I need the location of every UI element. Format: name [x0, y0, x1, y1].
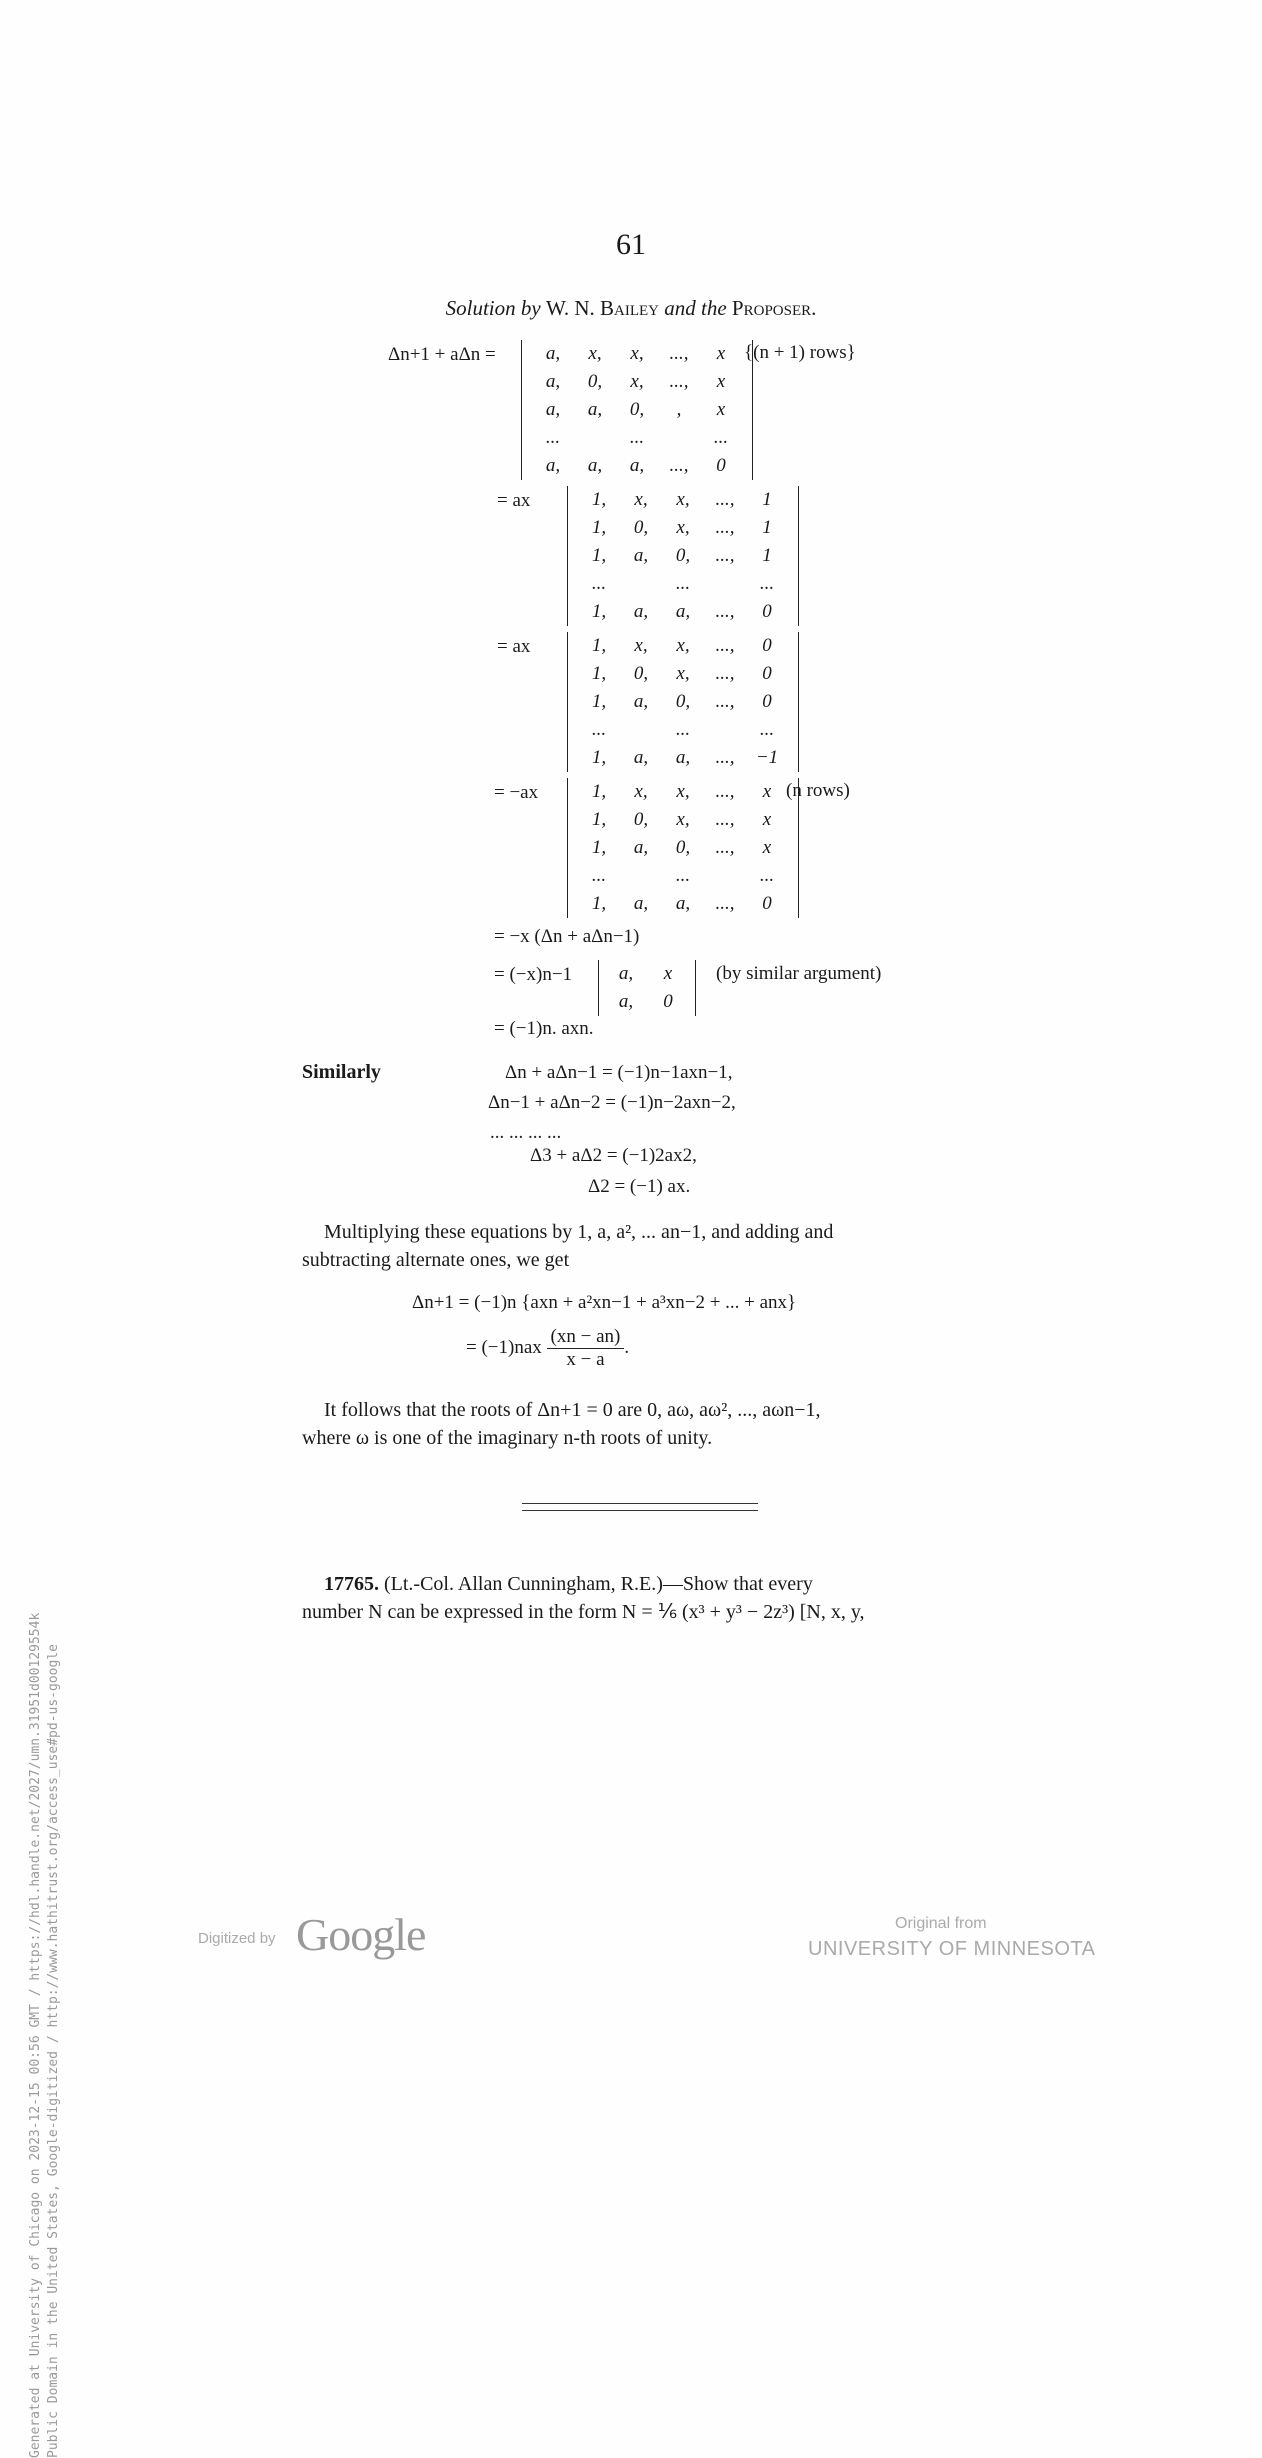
matrix-cell: 0, — [675, 545, 691, 566]
eq3-determinant — [567, 632, 799, 772]
matrix-cell: a, — [675, 601, 691, 622]
matrix-cell — [620, 862, 662, 890]
title-author: W. N. Bailey — [545, 296, 660, 320]
matrix-cell: ..., — [715, 893, 735, 914]
matrix-cell: a, — [545, 343, 561, 364]
matrix-cell: 0 — [762, 893, 772, 914]
matrix-cell: a, — [618, 991, 634, 1012]
eq2-lhs: = ax — [497, 490, 531, 511]
side-stamp-line1: Generated at University of Chicago on 2023-12-15 00:56 GMT / https://hdl.handle.net/2027/umn.31951d00129554k — [28, 1612, 43, 2458]
matrix-cell: x, — [634, 489, 648, 510]
matrix-cell: x, — [634, 635, 648, 656]
matrix-cell: a, — [675, 893, 691, 914]
matrix-cell: a, — [545, 371, 561, 392]
similarly-line-5: Δ2 = (−1) ax. — [588, 1176, 691, 1197]
matrix-cell: 0, — [675, 837, 691, 858]
matrix-cell: 1, — [591, 837, 607, 858]
matrix-cell: ... — [713, 427, 729, 448]
matrix-cell — [704, 570, 746, 598]
matrix-cell: ..., — [715, 809, 735, 830]
matrix-cell: ..., — [715, 747, 735, 768]
matrix-cell: x, — [676, 635, 690, 656]
matrix-cell: 0, — [633, 517, 649, 538]
matrix-cell: a, — [629, 455, 645, 476]
matrix-cell: a, — [633, 545, 649, 566]
eq1-note: {(n + 1) rows} — [744, 342, 856, 363]
matrix-cell: x — [762, 781, 772, 802]
para2-line1: It follows that the roots of Δn+1 = 0 are 0, aω, aω², ..., aωn−1, — [324, 1399, 821, 1421]
matrix-cell: 1 — [762, 489, 772, 510]
matrix-cell: 1, — [591, 663, 607, 684]
title-italic-2: and the — [664, 296, 727, 320]
matrix-cell: ..., — [715, 517, 735, 538]
side-stamp-line2: Public Domain in the United States, Google-digitized / http://www.hathitrust.org/access_use#pd-us-google — [46, 1644, 61, 2458]
eq3-matrix — [578, 632, 788, 772]
matrix-row — [578, 598, 788, 626]
matrix-cell: a, — [587, 399, 603, 420]
matrix-row — [578, 862, 788, 890]
matrix-cell — [704, 716, 746, 744]
matrix-row — [578, 542, 788, 570]
solution-heading — [0, 296, 1262, 321]
matrix-cell: ..., — [669, 371, 689, 392]
matrix-cell: x, — [630, 371, 644, 392]
divider-bottom — [522, 1510, 758, 1511]
eq3-lhs: = ax — [497, 636, 531, 657]
title-italic-1: Solution by — [445, 296, 541, 320]
matrix-cell: 0, — [629, 399, 645, 420]
matrix-cell: x, — [676, 809, 690, 830]
matrix-cell: ..., — [715, 663, 735, 684]
matrix-row — [578, 716, 788, 744]
eq1-determinant — [521, 340, 753, 480]
matrix-cell: ... — [675, 865, 691, 886]
matrix-cell: a, — [587, 455, 603, 476]
matrix-row — [578, 688, 788, 716]
result-line2 — [466, 1326, 629, 1371]
matrix-cell: a, — [633, 601, 649, 622]
matrix-cell: 1, — [591, 809, 607, 830]
para2-line2: where ω is one of the imaginary n-th roots of unity. — [302, 1427, 713, 1449]
matrix-cell: 0 — [762, 635, 772, 656]
matrix-cell: x, — [676, 663, 690, 684]
matrix-cell: ..., — [715, 691, 735, 712]
matrix-cell: x, — [630, 343, 644, 364]
matrix-cell: x, — [676, 489, 690, 510]
matrix-cell: 0, — [587, 371, 603, 392]
matrix-cell: x, — [676, 781, 690, 802]
matrix-cell: x — [762, 809, 772, 830]
matrix-cell: ..., — [715, 635, 735, 656]
matrix-cell: ..., — [715, 781, 735, 802]
matrix-row — [578, 834, 788, 862]
matrix-row — [578, 514, 788, 542]
eq4-lhs: = −ax — [494, 782, 539, 803]
eq4-determinant — [567, 778, 799, 918]
matrix-row — [578, 632, 788, 660]
result-frac-num: (xn − an) — [547, 1326, 625, 1349]
matrix-cell: x — [716, 343, 726, 364]
matrix-cell: x, — [588, 343, 602, 364]
matrix-cell — [574, 424, 616, 452]
eq1-lhs: Δn+1 + aΔn = — [388, 344, 496, 365]
original-from-label: Original from — [895, 1915, 987, 1932]
result-prefix: = (−1)nax — [466, 1336, 542, 1358]
matrix-cell — [658, 424, 700, 452]
matrix-cell: ... — [759, 865, 775, 886]
matrix-cell: x, — [676, 517, 690, 538]
eq6-note: (by similar argument) — [716, 963, 882, 984]
eq1-matrix — [532, 340, 742, 480]
matrix-cell: , — [676, 399, 682, 420]
matrix-cell: 0 — [663, 991, 673, 1012]
matrix-row — [532, 424, 742, 452]
problem-line1 — [324, 1570, 813, 1598]
matrix-cell: a, — [633, 747, 649, 768]
matrix-cell: ... — [759, 573, 775, 594]
matrix-cell — [620, 716, 662, 744]
matrix-cell: ..., — [715, 489, 735, 510]
matrix-cell: ..., — [715, 545, 735, 566]
similarly-line-1: Δn + aΔn−1 = (−1)n−1axn−1, — [505, 1062, 733, 1083]
similarly-line-3: ... ... ... ... — [490, 1122, 562, 1143]
matrix-cell: ..., — [669, 343, 689, 364]
similarly-line-2: Δn−1 + aΔn−2 = (−1)n−2axn−2, — [488, 1092, 736, 1113]
matrix-cell: x — [716, 371, 726, 392]
matrix-cell: x — [716, 399, 726, 420]
eq4-matrix — [578, 778, 788, 918]
matrix-row — [605, 960, 689, 988]
result-frac-den: x − a — [566, 1349, 605, 1370]
matrix-cell: x, — [634, 781, 648, 802]
matrix-cell: 0 — [762, 663, 772, 684]
matrix-row — [532, 340, 742, 368]
para1-line1: Multiplying these equations by 1, a, a², ... an−1, and adding and — [324, 1221, 834, 1243]
google-logo: Google — [296, 1909, 426, 1960]
matrix-cell: ..., — [715, 837, 735, 858]
matrix-cell: a, — [675, 747, 691, 768]
matrix-cell: 1, — [591, 781, 607, 802]
university-label: UNIVERSITY OF MINNESOTA — [808, 1938, 1096, 1960]
matrix-row — [605, 988, 689, 1016]
matrix-row — [578, 806, 788, 834]
matrix-cell: ... — [591, 573, 607, 594]
matrix-cell: 0, — [633, 663, 649, 684]
matrix-row — [578, 744, 788, 772]
matrix-cell: a, — [633, 837, 649, 858]
matrix-row — [578, 890, 788, 918]
matrix-cell: 1, — [591, 691, 607, 712]
matrix-row — [578, 660, 788, 688]
matrix-cell: ..., — [715, 601, 735, 622]
eq2-determinant — [567, 486, 799, 626]
matrix-cell: 1 — [762, 517, 772, 538]
matrix-cell: a, — [633, 691, 649, 712]
matrix-row — [578, 778, 788, 806]
eq6-lhs: = (−x)n−1 — [494, 964, 573, 985]
matrix-row — [532, 452, 742, 480]
problem-number: 17765. — [324, 1573, 379, 1595]
result-fraction — [547, 1326, 625, 1371]
para1-line2: subtracting alternate ones, we get — [302, 1249, 570, 1271]
matrix-row — [578, 486, 788, 514]
matrix-cell: ... — [675, 573, 691, 594]
matrix-row — [532, 368, 742, 396]
matrix-cell: a, — [618, 963, 634, 984]
problem-line2: number N can be expressed in the form N = ⅙ (x³ + y³ − 2z³) [N, x, y, — [302, 1601, 865, 1623]
eq6-matrix — [605, 960, 689, 1016]
eq7: = (−1)n. axn. — [494, 1018, 594, 1039]
matrix-cell: x — [663, 963, 673, 984]
side-stamp — [27, 558, 63, 2458]
similarly-label: Similarly — [302, 1061, 381, 1083]
matrix-row — [532, 396, 742, 424]
matrix-cell: 1, — [591, 635, 607, 656]
eq6-determinant — [598, 960, 696, 1016]
eq4-note: (n rows) — [786, 780, 850, 801]
page-number: 61 — [616, 228, 646, 261]
matrix-cell: ... — [591, 865, 607, 886]
matrix-cell: ... — [675, 719, 691, 740]
matrix-cell: 0, — [633, 809, 649, 830]
matrix-cell: a, — [545, 399, 561, 420]
matrix-row — [578, 570, 788, 598]
matrix-cell — [620, 570, 662, 598]
matrix-cell: 1, — [591, 601, 607, 622]
matrix-cell: ..., — [669, 455, 689, 476]
result-line1: Δn+1 = (−1)n {axn + a²xn−1 + a³xn−2 + ... + anx} — [412, 1292, 797, 1313]
divider-top — [522, 1503, 758, 1504]
similarly-line-4: Δ3 + aΔ2 = (−1)2ax2, — [530, 1145, 697, 1166]
matrix-cell: ... — [759, 719, 775, 740]
matrix-cell: 0, — [675, 691, 691, 712]
matrix-cell: a, — [545, 455, 561, 476]
digitized-by-label: Digitized by — [198, 1930, 276, 1947]
eq2-matrix — [578, 486, 788, 626]
matrix-cell: 1, — [591, 489, 607, 510]
matrix-cell — [704, 862, 746, 890]
matrix-cell: 1, — [591, 747, 607, 768]
matrix-cell: 0 — [762, 601, 772, 622]
matrix-cell: 1, — [591, 893, 607, 914]
matrix-cell: x — [762, 837, 772, 858]
matrix-cell: a, — [633, 893, 649, 914]
result-suffix: . — [624, 1336, 630, 1358]
matrix-cell: 0 — [716, 455, 726, 476]
title-proposer: Proposer. — [731, 296, 817, 320]
eq5: = −x (Δn + aΔn−1) — [494, 926, 640, 947]
matrix-cell: ... — [591, 719, 607, 740]
matrix-cell: ... — [545, 427, 561, 448]
matrix-cell: 1, — [591, 545, 607, 566]
problem-line1-rest: (Lt.-Col. Allan Cunningham, R.E.)—Show that every — [384, 1573, 813, 1595]
matrix-cell: ... — [629, 427, 645, 448]
matrix-cell: 0 — [762, 691, 772, 712]
matrix-cell: 1 — [762, 545, 772, 566]
matrix-cell: 1, — [591, 517, 607, 538]
matrix-cell: −1 — [755, 747, 779, 768]
